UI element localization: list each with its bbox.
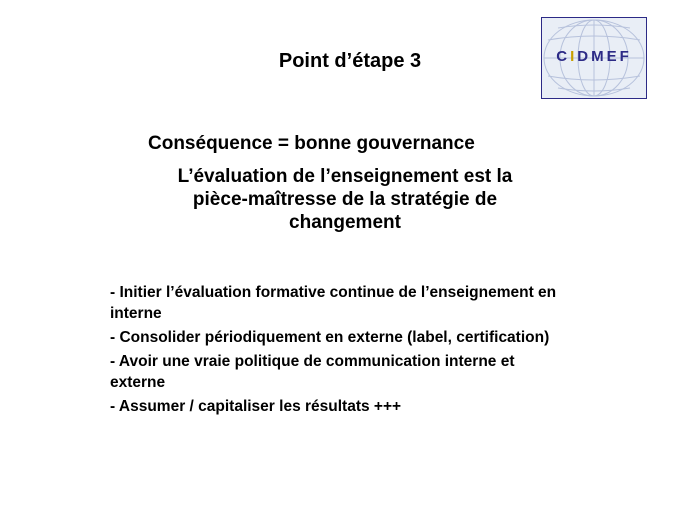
logo-letter-accent: I <box>570 48 578 65</box>
slide-title: Point d’étape 3 <box>278 50 422 72</box>
bullet-list <box>110 282 560 420</box>
logo-text <box>542 48 646 65</box>
logo-letter: M <box>591 48 607 65</box>
logo-letter: F <box>619 48 632 65</box>
statement-line: changement <box>289 212 401 233</box>
statement-line: pièce-maîtresse de la stratégie de <box>192 189 498 210</box>
bullet-item: - Initier l’évaluation formative continue de l’enseignement en interne <box>110 284 557 322</box>
logo-letter: C <box>556 48 571 65</box>
statement-line: L’évaluation de l’enseignement est la <box>177 166 513 187</box>
bullet-item: - Consolider périodiquement en externe (label, certification) <box>110 329 550 346</box>
consequence-heading: Conséquence = bonne gouvernance <box>148 133 475 154</box>
bullet-item: - Assumer / capitaliser les résultats +++ <box>110 398 402 415</box>
logo-letter: E <box>606 48 620 65</box>
logo-letter: D <box>577 48 592 65</box>
statement-block <box>120 165 570 234</box>
cidmef-logo <box>541 17 647 99</box>
bullet-item: - Avoir une vraie politique de communication interne et externe <box>110 353 515 391</box>
